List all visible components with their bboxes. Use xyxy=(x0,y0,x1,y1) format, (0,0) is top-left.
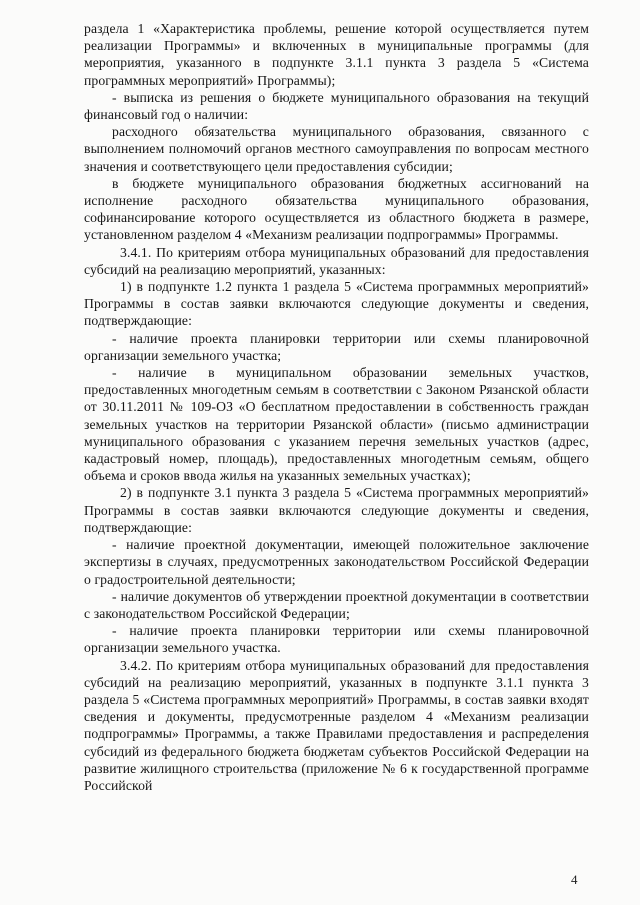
paragraph-p01: раздела 1 «Характеристика проблемы, решение которой осуществляется путем реализации Программы» и включенных в муниципальные программы (для мероприятия, указанного в подпункте 3.1.1 пункта 3 раздела 5 «Система программных мероприятий» Программы); xyxy=(84,21,589,88)
paragraph-p04: в бюджете муниципального образования бюджетных ассигнований на исполнение расходного обязательства муниципального образования, софинансирование которого осуществляется из областного бюджета в размере, установленном разделом 4 «Механизм реализации подпрограммы» Программы. xyxy=(84,175,589,243)
document-body xyxy=(84,20,589,794)
paragraph-p02: - выписка из решения о бюджете муниципального образования на текущий финансовый год о наличии: xyxy=(84,89,589,123)
paragraph-p08: - наличие в муниципальном образовании земельных участков, предоставленных многодетным семьям в соответствии с Законом Рязанской области от 30.11.2011 № 109-ОЗ «О бесплатном предоставлении в собственность граждан земельных участков на территории Рязанской области» (письмо администрации муниципального образования с указанием перечня земельных участков (адрес, кадастровый номер, площадь), предоставленных многодетным семьям, общего объема и сроков ввода жилья на указанных земельных участках); xyxy=(84,365,589,484)
paragraph-p06: 1) в подпункте 1.2 пункта 1 раздела 5 «Система программных мероприятий» Программы в состав заявки включаются следующие документы и сведения, подтверждающие: xyxy=(84,279,589,329)
paragraph-p05: 3.4.1. По критериям отбора муниципальных образований для предоставления субсидий на реализацию мероприятий, указанных: xyxy=(84,244,589,277)
page-number: 4 xyxy=(571,872,578,887)
paragraph-p07: - наличие проекта планировки территории или схемы планировочной организации земельного участка; xyxy=(84,330,589,363)
paragraph-p11: - наличие документов об утверждении проектной документации в соответствии с законодательством Российской Федерации; xyxy=(84,588,589,621)
paragraph-p12: - наличие проекта планировки территории или схемы планировочной организации земельного участка. xyxy=(84,623,589,656)
paragraph-p10: - наличие проектной документации, имеющей положительное заключение экспертизы в случаях, предусмотренных законодательством Российской Федерации о градостроительной деятельности; xyxy=(84,537,589,587)
paragraph-p09: 2) в подпункте 3.1 пункта 3 раздела 5 «Система программных мероприятий» Программы в состав заявки включаются следующие документы и сведения, подтверждающие: xyxy=(84,485,589,535)
paragraph-p13: 3.4.2. По критериям отбора муниципальных образований для предоставления субсидий на реализацию мероприятий, указанных в подпункте 3.1.1 пункта 3 раздела 5 «Система программных мероприятий» Программы, в состав заявки входят сведения и документы, предусмотренные разделом 4 «Механизм реализации подпрограммы» Программы, а также Правилами предоставления и распределения субсидий из федерального бюджета бюджетам субъектов Российской Федерации на развитие жилищного строительства (приложение № 6 к государственной программе Российской xyxy=(84,657,589,793)
paragraph-p03: расходного обязательства муниципального образования, связанного с выполнением полномочий органов местного самоуправления по вопросам местного значения и соответствующего цели предоставления субсидии; xyxy=(84,124,589,174)
